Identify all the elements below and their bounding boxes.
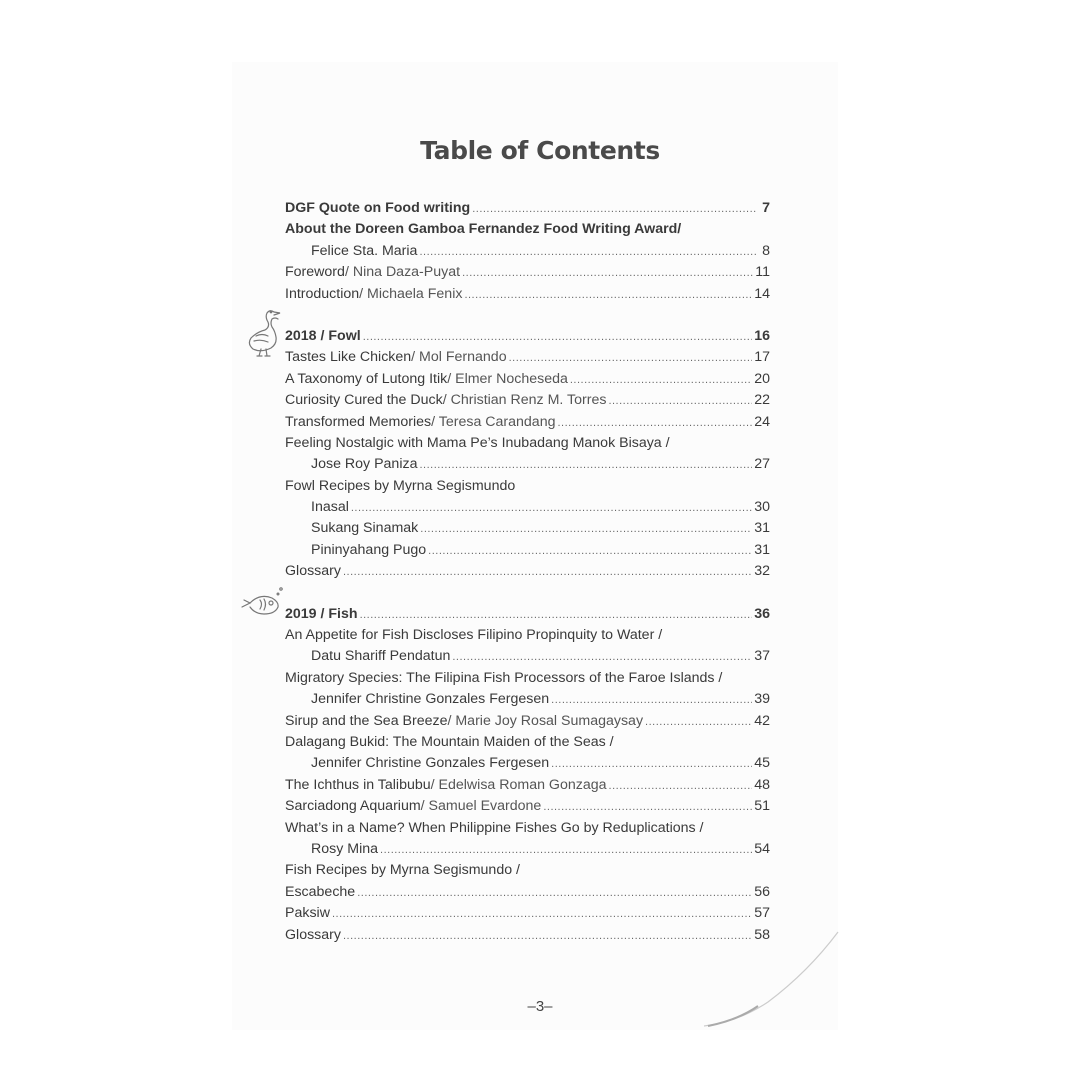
toc-entry-title: Fowl Recipes by Myrna Segismundo bbox=[285, 477, 516, 494]
dot-leader bbox=[645, 712, 752, 733]
toc-entry bbox=[285, 604, 770, 625]
toc-entry-title: Jose Roy Paniza bbox=[311, 456, 418, 473]
toc-entry bbox=[285, 433, 770, 454]
toc-entry bbox=[285, 732, 770, 753]
dot-leader bbox=[609, 776, 753, 797]
toc-entry-title: Glossary bbox=[285, 926, 341, 943]
dot-leader bbox=[509, 348, 753, 369]
toc-entry bbox=[285, 198, 770, 219]
toc-entry bbox=[285, 796, 770, 817]
toc-entry-page: 24 bbox=[754, 413, 770, 430]
toc-list bbox=[285, 198, 770, 946]
toc-entry-page: 31 bbox=[754, 541, 770, 558]
toc-entry-title: Jennifer Christine Gonzales Fergesen bbox=[311, 691, 550, 708]
dot-leader bbox=[420, 519, 752, 540]
toc-entry-page: 56 bbox=[754, 883, 770, 900]
page-number: –3– bbox=[527, 998, 553, 1015]
toc-entry-title: Dalagang Bukid: The Mountain Maiden of the Seas / bbox=[285, 733, 614, 750]
toc-entry bbox=[285, 625, 770, 646]
toc-entry bbox=[285, 925, 770, 946]
dot-leader bbox=[360, 605, 753, 626]
toc-entry bbox=[285, 454, 770, 475]
toc-entry bbox=[285, 561, 770, 582]
toc-entry-page: 20 bbox=[754, 370, 770, 387]
dot-leader bbox=[419, 455, 752, 476]
dot-leader bbox=[428, 541, 752, 562]
toc-entry bbox=[285, 390, 770, 411]
toc-entry-title: Sarciadong Aquarium bbox=[285, 798, 421, 815]
dot-leader bbox=[452, 647, 752, 668]
toc-entry-page: 58 bbox=[754, 926, 770, 943]
toc-entry-page: 48 bbox=[754, 776, 770, 793]
toc-entry-page: 37 bbox=[754, 648, 770, 665]
toc-entry-author: / Christian Renz M. Torres bbox=[442, 392, 607, 409]
toc-entry-title: Transformed Memories bbox=[285, 413, 432, 430]
dot-leader bbox=[343, 562, 752, 583]
dot-leader bbox=[551, 754, 752, 775]
dot-leader bbox=[557, 413, 752, 434]
toc-entry-title: Tastes Like Chicken bbox=[285, 349, 412, 366]
toc-entry bbox=[285, 689, 770, 710]
toc-entry bbox=[285, 646, 770, 667]
toc-entry-title: What’s in a Name? When Philippine Fishes Go by Reduplications / bbox=[285, 819, 704, 836]
toc-entry-page: 57 bbox=[754, 905, 770, 922]
toc-entry-page: 54 bbox=[754, 840, 770, 857]
toc-entry-title: A Taxonomy of Lutong Itik bbox=[285, 370, 448, 387]
toc-entry-page: 51 bbox=[754, 798, 770, 815]
toc-entry bbox=[285, 882, 770, 903]
toc-entry bbox=[285, 860, 770, 881]
page-fold-mark bbox=[700, 930, 840, 1030]
toc-entry bbox=[285, 839, 770, 860]
toc-entry bbox=[285, 219, 770, 240]
fish-icon bbox=[240, 585, 286, 621]
toc-entry-author: / Edelwisa Roman Gonzaga bbox=[430, 776, 607, 793]
toc-entry bbox=[285, 775, 770, 796]
toc-entry bbox=[285, 412, 770, 433]
toc-entry-title: DGF Quote on Food writing bbox=[285, 200, 471, 216]
toc-entry-title: Jennifer Christine Gonzales Fergesen bbox=[311, 755, 550, 772]
toc-entry-title: Introduction bbox=[285, 285, 360, 302]
dot-leader bbox=[380, 840, 752, 861]
dot-leader bbox=[462, 263, 753, 284]
toc-entry-title: Inasal bbox=[311, 499, 349, 516]
toc-entry-title: Foreword bbox=[285, 264, 345, 281]
toc-entry-page: 8 bbox=[762, 242, 770, 259]
dot-leader bbox=[351, 498, 752, 519]
toc-entry bbox=[285, 262, 770, 283]
toc-entry bbox=[285, 369, 770, 390]
toc-entry bbox=[285, 818, 770, 839]
page-title: Table of Contents bbox=[420, 136, 660, 165]
dot-leader bbox=[543, 797, 752, 818]
toc-entry bbox=[285, 668, 770, 689]
toc-entry-title: Curiosity Cured the Duck bbox=[285, 392, 443, 409]
toc-entry-author: / Teresa Carandang bbox=[431, 413, 556, 430]
toc-entry-title: Glossary bbox=[285, 563, 341, 580]
toc-entry bbox=[285, 753, 770, 774]
toc-entry-page: 7 bbox=[762, 200, 770, 216]
dot-leader bbox=[464, 285, 752, 306]
toc-entry-page: 42 bbox=[754, 712, 770, 729]
toc-entry-page: 31 bbox=[754, 520, 770, 537]
toc-entry-title: About the Doreen Gamboa Fernandez Food Writing Award/ bbox=[285, 221, 682, 238]
toc-entry bbox=[285, 326, 770, 347]
toc-entry-title: Migratory Species: The Filipina Fish Processors of the Faroe Islands / bbox=[285, 669, 723, 686]
dot-leader bbox=[419, 242, 756, 263]
toc-entry-author: / Mol Fernando bbox=[411, 349, 507, 366]
toc-entry-page: 14 bbox=[754, 285, 770, 302]
dot-leader bbox=[332, 904, 752, 925]
toc-entry-title: The Ichthus in Talibubu bbox=[285, 776, 431, 793]
dot-leader bbox=[363, 327, 753, 348]
toc-entry-page: 27 bbox=[754, 456, 770, 473]
dot-leader bbox=[357, 883, 752, 904]
toc-entry-author: / Samuel Evardone bbox=[420, 798, 542, 815]
toc-entry-author: / Marie Joy Rosal Sumagaysay bbox=[447, 712, 644, 729]
toc-entry-title: Datu Shariff Pendatun bbox=[311, 648, 451, 665]
toc-entry-title: 2018 / Fowl bbox=[285, 327, 361, 344]
dot-leader bbox=[570, 370, 752, 391]
toc-entry-page: 32 bbox=[754, 563, 770, 580]
dot-leader bbox=[343, 926, 752, 947]
toc-entry-page: 30 bbox=[754, 499, 770, 516]
toc-entry-page: 16 bbox=[754, 327, 770, 344]
dot-leader bbox=[551, 690, 752, 711]
toc-entry-title: Escabeche bbox=[285, 883, 356, 900]
toc-entry bbox=[285, 903, 770, 924]
toc-entry bbox=[285, 497, 770, 518]
toc-entry-page: 17 bbox=[754, 349, 770, 366]
toc-entry-page: 39 bbox=[754, 691, 770, 708]
toc-entry-title: An Appetite for Fish Discloses Filipino Propinquity to Water / bbox=[285, 627, 663, 644]
toc-entry-title: Sukang Sinamak bbox=[311, 520, 419, 537]
toc-entry-title: Paksiw bbox=[285, 905, 330, 922]
toc-entry bbox=[285, 711, 770, 732]
toc-entry bbox=[285, 518, 770, 539]
toc-entry-title: Rosy Mina bbox=[311, 840, 379, 857]
duck-icon bbox=[244, 306, 286, 358]
toc-entry-author: / Nina Daza-Puyat bbox=[344, 264, 461, 281]
toc-entry-author: / Elmer Nocheseda bbox=[447, 370, 568, 387]
toc-entry-title: Sirup and the Sea Breeze bbox=[285, 712, 448, 729]
toc-entry-page: 11 bbox=[755, 264, 770, 281]
toc-entry-title: Fish Recipes by Myrna Segismundo / bbox=[285, 862, 520, 879]
toc-entry-page: 22 bbox=[754, 392, 770, 409]
toc-entry bbox=[285, 540, 770, 561]
toc-entry bbox=[285, 241, 770, 262]
toc-entry-title: 2019 / Fish bbox=[285, 605, 358, 622]
toc-entry bbox=[285, 347, 770, 368]
toc-entry bbox=[285, 284, 770, 305]
toc-entry-page: 45 bbox=[754, 755, 770, 772]
toc-entry-author: / Michaela Fenix bbox=[359, 285, 463, 302]
toc-entry-title: Pininyahang Pugo bbox=[311, 541, 427, 558]
toc-entry-page: 36 bbox=[754, 605, 770, 622]
dot-leader bbox=[608, 391, 752, 412]
toc-entry bbox=[285, 476, 770, 497]
toc-entry-title: Felice Sta. Maria bbox=[311, 242, 418, 259]
toc-entry-title: Feeling Nostalgic with Mama Pe’s Inubadang Manok Bisaya / bbox=[285, 434, 670, 451]
dot-leader bbox=[472, 199, 756, 220]
